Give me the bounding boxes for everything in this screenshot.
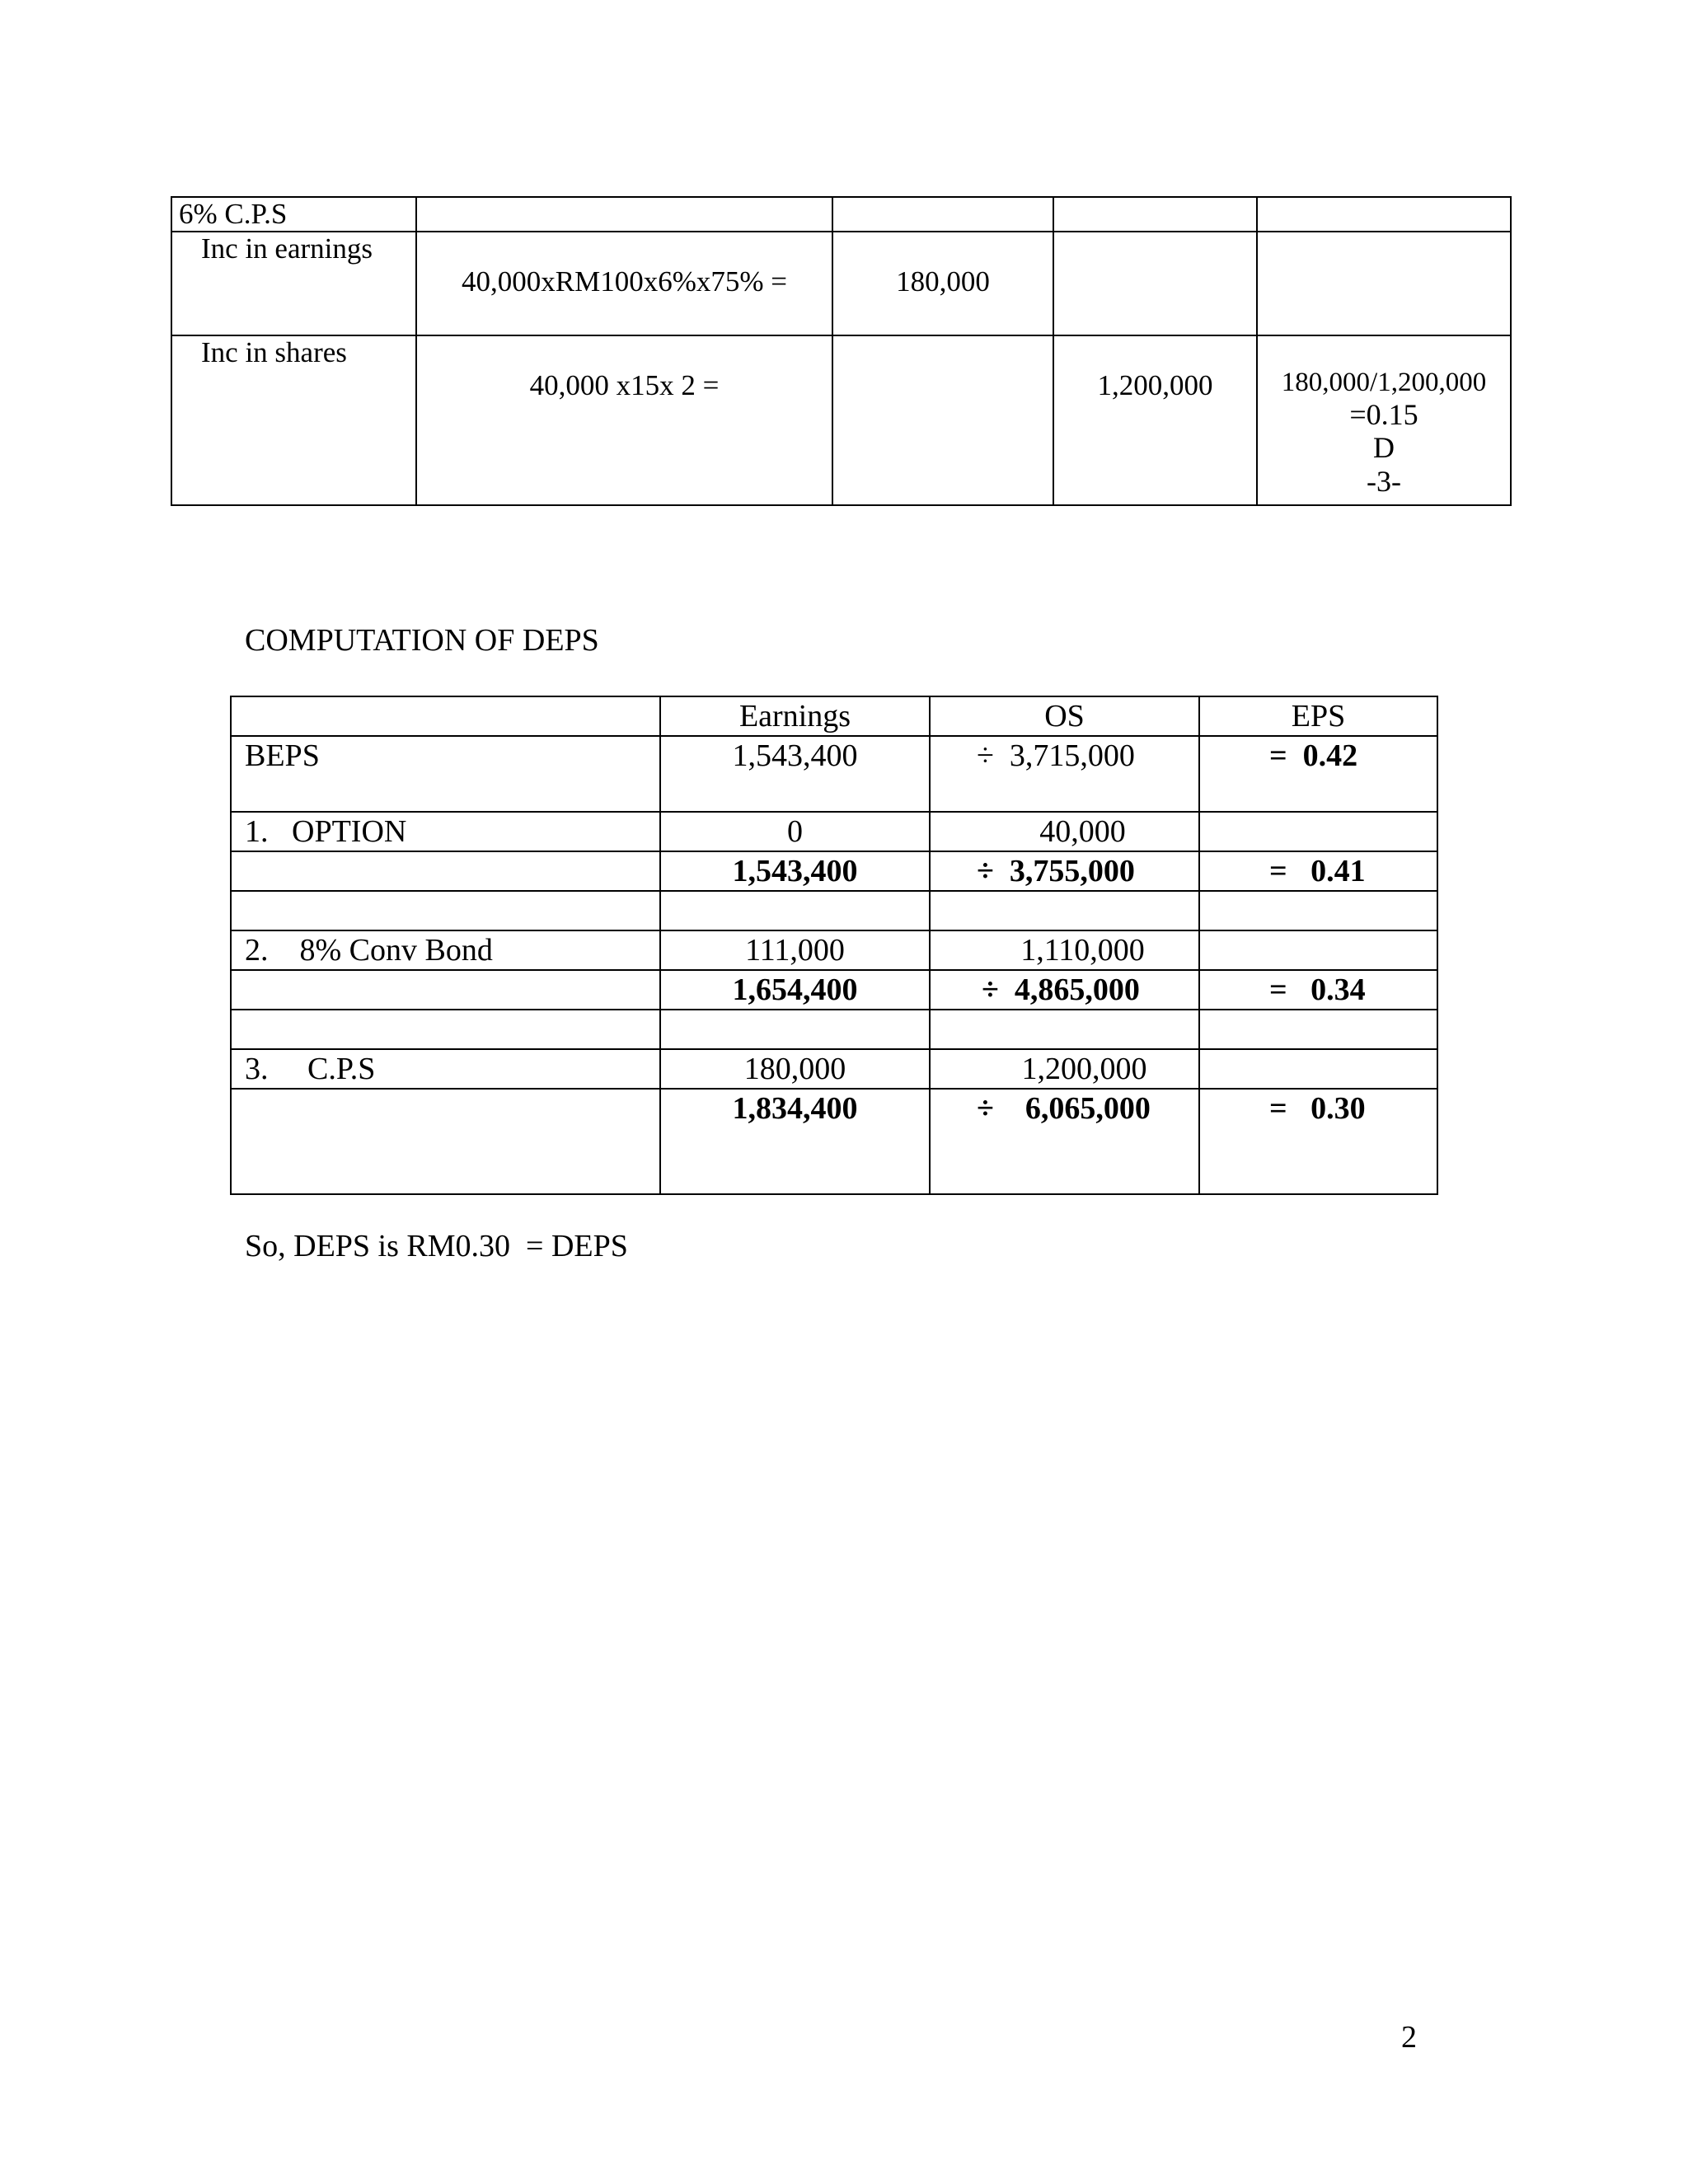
earnings-cell: 111,000 (660, 930, 930, 970)
eps-cell (1199, 812, 1437, 851)
cps-table (171, 196, 1512, 506)
os-cell: ÷ 4,865,000 (930, 970, 1199, 1010)
earnings-cell: 180,000 (660, 1049, 930, 1089)
os-cell: 1,110,000 (930, 930, 1199, 970)
os-cell: 1,200,000 (930, 1049, 1199, 1089)
table-row (231, 970, 1437, 1010)
row-label: 6% C.P.S (171, 197, 416, 232)
row-label (231, 1010, 660, 1049)
earnings-cell (660, 891, 930, 930)
eps-cell (1199, 1049, 1437, 1089)
table-row (171, 232, 1511, 335)
earnings-amount: 180,000 (896, 265, 990, 298)
column-header: OS (930, 696, 1199, 736)
eps-cell: = 0.41 (1199, 851, 1437, 891)
os-cell: 40,000 (930, 812, 1199, 851)
earnings-cell: 1,543,400 (660, 736, 930, 812)
deps-table (230, 696, 1438, 1195)
formula: 40,000xRM100x6%x75% = (461, 265, 787, 298)
earnings-cell: 1,834,400 (660, 1089, 930, 1194)
table-row (231, 812, 1437, 851)
shares-amount: 1,200,000 (1097, 369, 1213, 401)
table-row (231, 1089, 1437, 1194)
calc-line: -3- (1367, 464, 1401, 498)
eps-cell: = 0.34 (1199, 970, 1437, 1010)
eps-cell (1199, 930, 1437, 970)
calc-line: 180,000/1,200,000 (1281, 368, 1487, 397)
eps-cell: = 0.42 (1199, 736, 1437, 812)
os-cell: ÷ 6,065,000 (930, 1089, 1199, 1194)
table-row (231, 736, 1437, 812)
row-label: BEPS (231, 736, 660, 812)
table-row (171, 197, 1511, 232)
row-label: 1. OPTION (231, 812, 660, 851)
row-label: 2. 8% Conv Bond (231, 930, 660, 970)
row-label (231, 1089, 660, 1194)
row-label: 3. C.P.S (231, 1049, 660, 1089)
earnings-cell: 1,543,400 (660, 851, 930, 891)
table-row (231, 851, 1437, 891)
section-heading: COMPUTATION OF DEPS (245, 623, 599, 658)
earnings-cell: 0 (660, 812, 930, 851)
eps-cell: = 0.30 (1199, 1089, 1437, 1194)
row-label (231, 970, 660, 1010)
os-cell (930, 1010, 1199, 1049)
earnings-cell: 1,654,400 (660, 970, 930, 1010)
earnings-cell (660, 1010, 930, 1049)
conclusion-text: So, DEPS is RM0.30 = DEPS (245, 1229, 628, 1263)
row-label: Inc in earnings (171, 232, 416, 335)
calc-line: =0.15 (1349, 397, 1418, 431)
column-header: Earnings (660, 696, 930, 736)
os-cell (930, 891, 1199, 930)
column-header (231, 696, 660, 736)
eps-cell (1199, 1010, 1437, 1049)
row-label (231, 891, 660, 930)
calc-line: D (1373, 431, 1395, 465)
table-row (231, 1049, 1437, 1089)
page-number: 2 (1401, 2020, 1417, 2055)
formula: 40,000 x15x 2 = (529, 369, 720, 401)
eps-cell (1199, 891, 1437, 930)
table-row (231, 930, 1437, 970)
row-label (231, 851, 660, 891)
table-row (231, 1010, 1437, 1049)
os-cell: ÷ 3,755,000 (930, 851, 1199, 891)
column-header: EPS (1199, 696, 1437, 736)
table-header-row (231, 696, 1437, 736)
table-row (171, 335, 1511, 505)
os-cell: ÷ 3,715,000 (930, 736, 1199, 812)
table-row (231, 891, 1437, 930)
row-label: Inc in shares (171, 335, 416, 505)
